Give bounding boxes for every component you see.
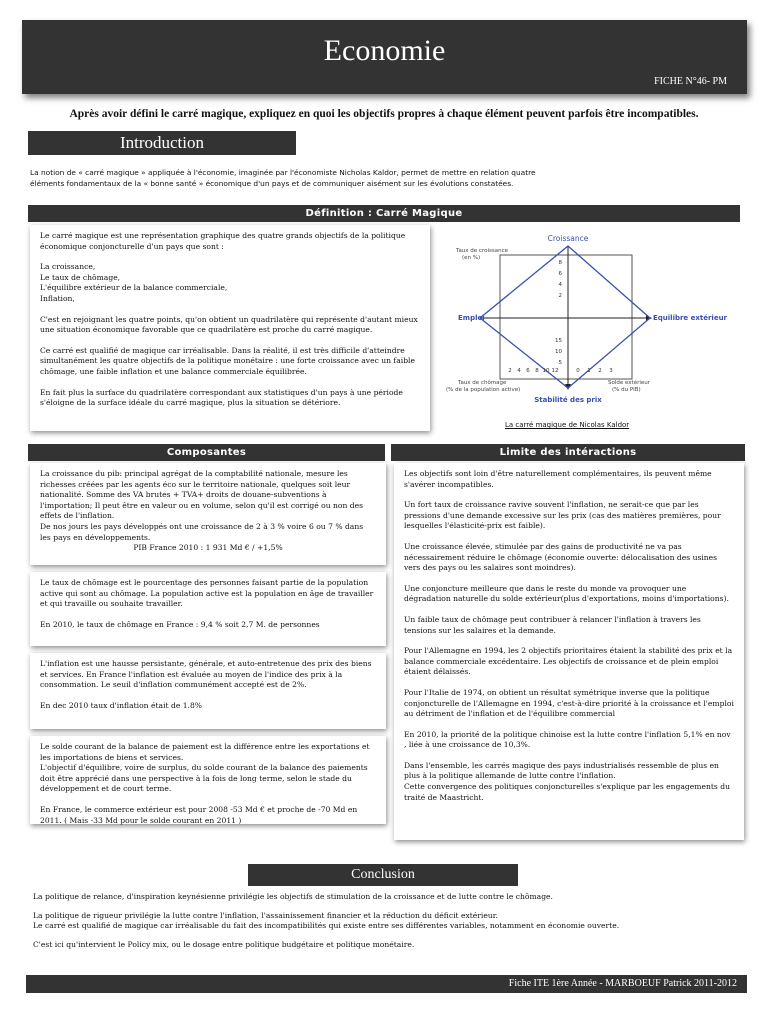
introduction-text: [30, 167, 610, 189]
limite-paragraph: Pour l'Italie de 1974, on obtient un résultat symétrique inverse que la politique conjoncturelle de l'Allemagne en 1994, c'est-à-dire priorité à la croissance et l'emploi au détriment de l'inflation et de l'équilibre commercial: [404, 687, 734, 719]
question: Après avoir défini le carré magique, expliquez en quoi les objectifs propres à chaque élément peuvent parfois être incompatibles.: [69, 108, 699, 120]
tick-growth: 4: [558, 282, 562, 288]
composante-paragraph: En 2010, le taux de chômage en France : 9,4 % soit 2,7 M. de personnes: [40, 619, 320, 629]
sheet-reference: FICHE N°46- PM: [654, 76, 727, 87]
tick-growth: 8: [558, 260, 562, 266]
composante-croissance: [30, 463, 386, 565]
definition-paragraph: C'est en rejoignant les quatre points, qu'on obtient un quadrilatère qui représente d'autant mieux une situation économique favorable que ce quadrilatère est proche du carré magique.: [40, 314, 418, 335]
label-stabilite-prix: Stabilité des prix: [534, 396, 602, 404]
composante-paragraph: De nos jours les pays développés ont une croissance de 2 à 3 % voire 6 ou 7 % dans les pays en développements.: [40, 521, 364, 542]
composante-paragraph: En France, le commerce extérieur est pour 2008 -53 Md € et proche de -70 Md en 2011. ( Mais -33 Md pour le solde courant en 2011 ): [40, 804, 358, 825]
tick-growth: 2: [558, 293, 562, 299]
list-item: La croissance,: [40, 262, 96, 272]
introduction-title: Introduction: [28, 131, 296, 155]
tick-unemployment: 4: [517, 368, 521, 374]
limite-paragraph: En 2010, la priorité de la politique chinoise est la lutte contre l'inflation 5,1% en nov , liée à une croissance de 10,3%.: [404, 729, 731, 750]
limite-paragraph: Les objectifs sont loin d'être naturellement complémentaires, ils peuvent même s'avérer incompatibles.: [404, 469, 712, 489]
label-croissance: Croissance: [547, 234, 589, 243]
definition-box: [30, 225, 430, 431]
limite-paragraph: Pour l'Allemagne en 1994, les 2 objectifs prioritaires étaient la stabilité des prix et la balance commerciale excédentaire. Les objectifs de croissance et de plein emploi étaient délaissés.: [404, 646, 733, 677]
limite-paragraph: Dans l'ensemble, les carrés magique des pays industrialisés ressemble de plus en plus à la politique allemande de lutte contre l'inflation. Cette convergence des politiques conjoncturelles s'explique par les engagements du traité de Maastricht.: [404, 760, 730, 802]
conclusion-text: [33, 892, 733, 958]
conclusion-paragraph: La politique de rigueur privilégie la lutte contre l'inflation, l'assainissement financier et la réduction du déficit extérieur.: [33, 910, 498, 920]
footer-text: Fiche ITE 1ère Année - MARBOEUF Patrick 2011-2012: [508, 978, 737, 989]
limite-paragraph: Une conjoncture meilleure que dans le reste du monde va provoquer une dégradation naturelle du solde extérieur(plus d'exportations, moins d'importations).: [404, 583, 729, 604]
definition-list: [40, 262, 420, 304]
balance-axis-label: Solde extérieur: [608, 380, 651, 386]
page-footer: [26, 975, 747, 993]
unemployment-axis-unit: (% de la population active): [446, 387, 521, 393]
label-emploi: Emploi: [458, 314, 485, 322]
introduction-line: La notion de « carré magique » appliquée à l'économie, imaginée par l'économiste Nicholas Kaldor, permet de mettre en relation quatre: [30, 168, 536, 177]
composante-paragraph: L'inflation est une hausse persistante, générale, et auto-entretenue des prix des biens et services. En France l'inflation est évaluée au moyen de l'indice des prix à la consommation. Le seuil d'inflation communément accepté est de 2%.: [40, 659, 372, 690]
magic-square-diamond: [480, 246, 650, 388]
tick-inflation: 5: [558, 360, 562, 366]
tick-unemployment: 12: [551, 368, 559, 374]
list-item: Inflation,: [40, 293, 75, 303]
magic-square-svg: [440, 226, 740, 436]
tick-balance: 2: [598, 368, 602, 374]
magic-square-chart: [440, 226, 740, 436]
composante-inflation: [30, 653, 386, 729]
list-item: L'équilibre extérieur de la balance commerciale,: [40, 283, 228, 293]
limite-paragraph: Une croissance élevée, stimulée par des gains de productivité ne va pas nécessairement réduire le chômage (économie ouverte: délocalisation des usines vers des pays ou les salaires sont moindres).: [404, 541, 718, 573]
composante-paragraph: Le solde courant de la balance de paiement est la différence entre les exportations et les importations de biens et services.: [40, 742, 370, 762]
tick-growth: 6: [558, 271, 562, 277]
tick-balance: 1: [587, 368, 591, 374]
label-equilibre-exterieur: Equilibre extérieur: [653, 314, 728, 322]
definition-paragraph: Ce carré est qualifié de magique car irréalisable. Dans la réalité, il est très difficile d'atteindre simultanément les quatre objectifs de la politique monétaire : une forte croissance avec un faible chômage, une faible inflation et une balance commerciale équilibrée.: [40, 345, 415, 376]
introduction-line: éléments fondamentaux de la « bonne santé » économique d'un pays et de communiquer aisément sur les évolutions constatées.: [30, 179, 514, 188]
conclusion-paragraph: C'est ici qu'intervient le Policy mix, ou le dosage entre politique budgétaire et politique monétaire.: [33, 939, 415, 949]
conclusion-paragraph: Le carré est qualifié de magique car irréalisable du fait des incompatibilités qui existe entre ses différentes variables, notamment en économie ouverte.: [33, 921, 620, 931]
composante-paragraph: L'objectif d'équilibre, voire de surplus, du solde courant de la balance des paiements doit être apprécié dans une perspective à la fois de long terme, selon le stade du développement et de court terme.: [40, 763, 368, 794]
limite-box: [394, 463, 744, 840]
definition-header: Définition : Carré Magique: [28, 205, 740, 222]
composante-paragraph: La croissance du pib: principal agrégat de la comptabilité nationale, mesure les richesses créées par les agents éco sur le territoire nationale, quelques soit leur nationalité. Somme des VA brutes + TVA+ droits de douane-subventions à l'importation; Il peut être en valeur ou en volume, selon qu'il est corrigé ou non des effets de l'inflation.: [40, 469, 364, 521]
composantes-header: Composantes: [28, 444, 385, 461]
conclusion-title: Conclusion: [248, 864, 518, 886]
tick-inflation: 10: [555, 349, 562, 355]
tick-inflation: 15: [555, 338, 562, 344]
page-title: Economie: [323, 34, 446, 67]
tick-balance: 0: [576, 368, 580, 374]
limite-header: Limite des intéractions: [391, 444, 745, 461]
composante-paragraph: Le taux de chômage est le pourcentage des personnes faisant partie de la population active qui sont au chômage. La population active est la population en âge de travailler et qui travaille ou souhaite travailler.: [40, 578, 374, 609]
page-header: [22, 20, 747, 94]
pib-france-value: PIB France 2010 : 1 931 Md € / +1,5%: [133, 543, 283, 553]
unemployment-axis-label: Taux de chômage: [458, 380, 507, 386]
composante-chomage: [30, 572, 386, 646]
limite-paragraph: Un faible taux de chômage peut contribuer à relancer l'inflation à travers les tensions sur les salaires et la demande.: [404, 614, 701, 635]
tick-unemployment: 6: [526, 368, 530, 374]
conclusion-paragraph: La politique de relance, d'inspiration keynésienne privilégie les objectifs de stimulation de la croissance et de lutte contre le chômage.: [33, 892, 553, 901]
composante-paragraph: En dec 2010 taux d'inflation était de 1.8%: [40, 700, 203, 710]
chart-frame: [500, 255, 632, 379]
composante-solde-exterieur: [30, 736, 386, 824]
tick-balance: 3: [609, 368, 613, 374]
balance-axis-unit: (% du PIB): [612, 387, 641, 393]
limite-paragraph: Un fort taux de croissance ravive souvent l'inflation, ne serait-ce que par les pressions d'une demande excessive sur les prix (cas des matières premières, pour lesquelles l'élasticité-prix est faible).: [404, 500, 721, 531]
tick-unemployment: 2: [508, 368, 512, 374]
growth-axis-label: Taux de croissance: [456, 248, 508, 254]
definition-paragraph: Le carré magique est une représentation graphique des quatre grands objectifs de la politique économique conjoncturelle d'un pays que sont :: [40, 231, 406, 251]
chart-caption: La carré magique de Nicolas Kaldor: [505, 421, 630, 429]
definition-paragraph: En fait plus la surface du quadrilatère correspondant aux statistiques d'un pays à une période s'éloigne de la surface idéale du carré magique, plus la situation se détériore.: [40, 387, 403, 408]
list-item: Le taux de chômage,: [40, 272, 121, 282]
tick-unemployment: 8: [535, 368, 539, 374]
growth-axis-unit: (en %): [462, 255, 481, 261]
tick-unemployment: 10: [542, 368, 550, 374]
